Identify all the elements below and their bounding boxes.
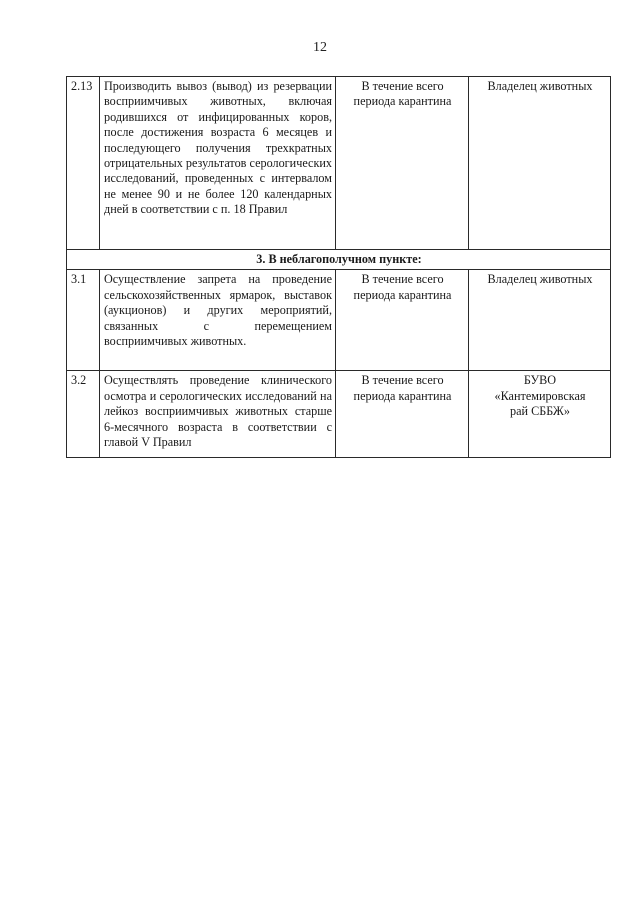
responsible-line: рай СББЖ» bbox=[510, 404, 570, 419]
page-number: 12 bbox=[313, 40, 327, 55]
row-number: 3.2 bbox=[67, 371, 100, 458]
row-description: Осуществление запрета на проведение сельскохозяйственных ярмарок, выставок (аукционов) и других мероприятий, связанных с перемещением восприимчивых животных. bbox=[100, 270, 336, 371]
row-description: Осуществлять проведение клинического осмотра и серологических исследований на лейкоз восприимчивых животных старше 6-месячного возраста в соответствии с главой V Правил bbox=[100, 371, 336, 458]
measures-table bbox=[66, 76, 611, 458]
row-responsible bbox=[469, 371, 611, 458]
row-responsible: Владелец животных bbox=[469, 270, 611, 371]
responsible-line: «Кантемировская bbox=[494, 388, 586, 403]
table-row bbox=[67, 77, 611, 250]
responsible-line: БУВО bbox=[523, 373, 557, 388]
section-title: 3. В неблагополучном пункте: bbox=[67, 250, 611, 270]
section-header-row bbox=[67, 250, 611, 270]
row-number: 3.1 bbox=[67, 270, 100, 371]
row-term: В течение всего периода карантина bbox=[336, 371, 469, 458]
row-description: Производить вывоз (вывод) из резервации восприимчивых животных, включая родившихся от инфицированных коров, после достижения возраста 6 месяцев и последующего получения трехкратных отрицательных результатов серологических исследований, проведенных с интервалом не менее 90 и не более 120 календарных дней в соответствии с п. 18 Правил bbox=[100, 77, 336, 250]
row-responsible: Владелец животных bbox=[469, 77, 611, 250]
row-term: В течение всего периода карантина bbox=[336, 270, 469, 371]
row-term: В течение всего периода карантина bbox=[336, 77, 469, 250]
row-number: 2.13 bbox=[67, 77, 100, 250]
table-row bbox=[67, 371, 611, 458]
table-row bbox=[67, 270, 611, 371]
